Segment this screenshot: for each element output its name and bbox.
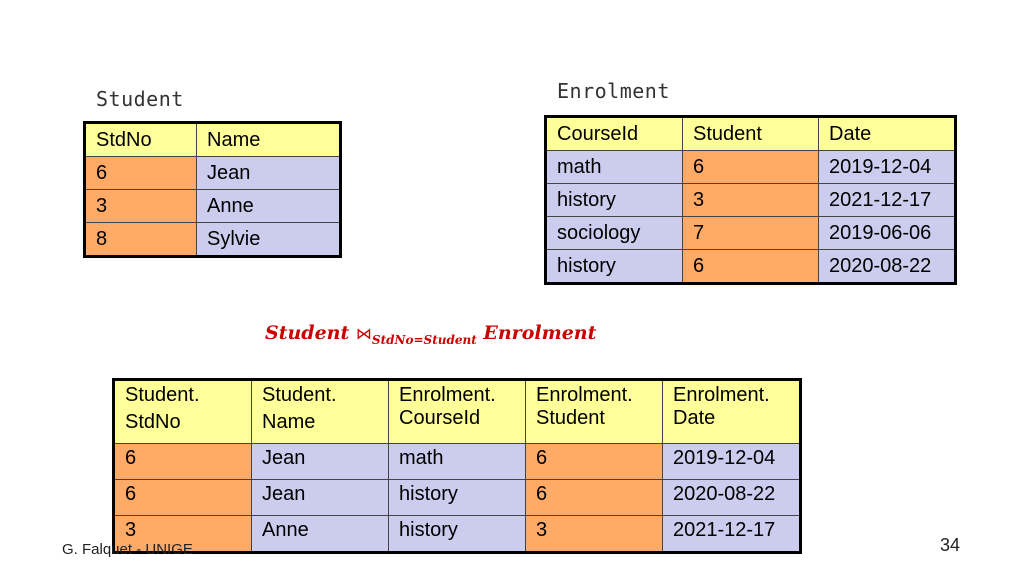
page-number: 34 [940,535,961,555]
table-cell: 2020-08-22 [819,250,956,284]
table-cell: 2021-12-17 [663,516,801,553]
table-cell: 8 [85,223,197,257]
table-cell: Jean [197,157,341,190]
table-row [114,516,801,553]
table-row [546,151,956,184]
header-cell: Student. StdNo [114,380,252,444]
table-cell: sociology [546,217,683,250]
table-cell: 2019-12-04 [663,444,801,480]
table-cell: 2021-12-17 [819,184,956,217]
enrolment-table-title: Enrolment [557,79,670,103]
join-condition: StdNo=Student [371,333,477,347]
table-cell: 6 [114,444,252,480]
table-cell: 7 [683,217,819,250]
table-cell: 3 [85,190,197,223]
header-cell: CourseId [546,117,683,151]
table-cell: history [389,516,526,553]
join-formula [265,322,597,347]
header-cell: Student. Name [252,380,389,444]
table-cell: history [546,250,683,284]
table-row [546,184,956,217]
header-cell: StdNo [85,123,197,157]
table-cell: 6 [683,151,819,184]
table-cell: Sylvie [197,223,341,257]
table-row [546,217,956,250]
table-cell: Jean [252,480,389,516]
table-cell: Anne [252,516,389,553]
formula-left-relation: Student [265,322,350,344]
table-cell: Jean [252,444,389,480]
table-cell: 3 [683,184,819,217]
table-cell: 2019-06-06 [819,217,956,250]
table-header-row [546,117,956,151]
student-table [83,121,342,258]
header-cell: Name [197,123,341,157]
table-cell: 2020-08-22 [663,480,801,516]
join-result-table [112,378,802,554]
table-cell: 6 [683,250,819,284]
table-cell: history [546,184,683,217]
table-cell: 2019-12-04 [819,151,956,184]
table-header-row [85,123,341,157]
header-cell: Enrolment. Date [663,380,801,444]
table-row [114,444,801,480]
table-row [85,190,341,223]
table-cell: 6 [85,157,197,190]
table-cell: history [389,480,526,516]
header-cell: Enrolment. Student [526,380,663,444]
header-cell: Student [683,117,819,151]
table-cell: 3 [114,516,252,553]
header-cell: Enrolment. CourseId [389,380,526,444]
footer-author: G. Falquet - UNIGE [62,541,193,558]
formula-right-relation: Enrolment [483,322,597,344]
table-row [114,480,801,516]
table-cell: Anne [197,190,341,223]
table-cell: 6 [526,480,663,516]
table-cell: math [389,444,526,480]
table-cell: 3 [526,516,663,553]
table-row [546,250,956,284]
enrolment-table [544,115,957,285]
student-table-title: Student [96,87,184,111]
header-cell: Date [819,117,956,151]
table-row [85,157,341,190]
table-row [85,223,341,257]
table-cell: 6 [114,480,252,516]
table-header-row [114,380,801,444]
join-operator: ⋈ [355,324,372,343]
table-cell: math [546,151,683,184]
table-cell: 6 [526,444,663,480]
